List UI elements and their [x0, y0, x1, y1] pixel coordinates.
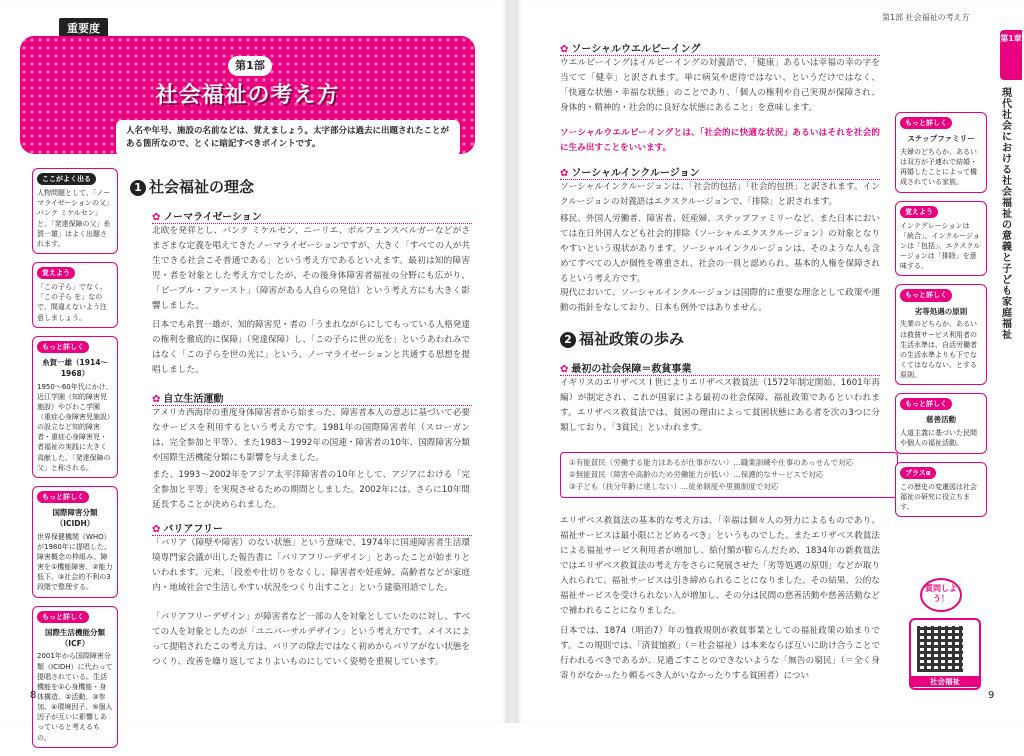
subheading-poor-relief: ✿ 最初の社会保障＝救貧事業: [560, 360, 880, 376]
independent-living-text: アメリカ西海岸の重度身体障害者から始まった、障害者本人の意志に基づいて必要なサービスを利用するという考え方です。1981年の国際障害者年（スローガンは、完全参加と平等）、また1983～1992年の国連・障害者の10年、国際障害分類や国際生活機能分類にも影響を与えました。: [152, 408, 470, 464]
subheading-normalization: ✿ ノーマライゼーション: [152, 208, 472, 224]
flower-icon: ✿: [560, 44, 569, 55]
lesser-eligibility-title: 劣等処遇の原則: [914, 306, 968, 316]
charity-text: 人道主義に基づいた民間や個人の福祉活動。: [900, 429, 977, 448]
detail-tag: もっと詳しく: [900, 117, 952, 129]
subheading-independent-living: ✿ 自立生活運動: [152, 390, 472, 406]
remember-box: [32, 262, 118, 328]
remember-tag: 覚えよう: [37, 267, 75, 279]
section-heading-2: 2 福祉政策の歩み: [560, 328, 684, 349]
running-head: 第1部 社会福祉の考え方: [882, 13, 970, 22]
importance-badge: 重要度: [59, 18, 108, 38]
chapter-title: 現代社会における社会福祉の意義と子ども家庭福祉: [1002, 88, 1012, 341]
flower-icon: ✿: [560, 168, 569, 179]
qr-caption: 社会福祉: [911, 676, 979, 687]
plus-tag: プラスα: [900, 467, 936, 479]
remember-tag: 覚えよう: [900, 206, 938, 218]
step-family-title: ステップファミリー: [907, 134, 975, 144]
part-label: 第1部: [228, 56, 272, 76]
left-sidebar: [32, 168, 118, 756]
barrier-free-text-2: 「バリアフリーデザイン」が障害者など一部の人を対象としていたのに対し、すべての人を対象としたのが「ユニバーサルデザイン」という考え方です。メイスによって提唱されたこの考え方は、バリアの除去ではなく初めからバリアがない状態をつくり、改善を繰り返してよりよいものにしていく姿勢を重視しています。: [152, 612, 470, 668]
icf-title: 国際生活機能分類（ICF）: [45, 627, 105, 648]
list-item: ③子ども（扶分年齢に達しない）…徒弟制度や里親制度で対応: [569, 482, 779, 491]
flower-icon: ✿: [152, 394, 161, 405]
page-number-left: 8: [30, 690, 37, 701]
lesser-eligibility-text: 失業のどちらか、あるいは救貧サービス利用者の生活水準は、自活労働者の生活水準よりも下でなくてはならない、とする原則。: [900, 320, 977, 380]
inclusion-text-2: 移民、外国人労働者、障害者、妊産婦、ステップファミリーなど、また日本においては在日外国人なども社会的排除（ソーシャルエクスクルージョン）の対象となりやすいという現状があります。ソーシャルインクルージョンは、そのような人も含めてすべての人が個性を尊重され、社会の一員と認められ、基本的人権を保障されるという考え方です。: [560, 214, 880, 285]
subheading-wellbeing: ✿ ソーシャルウエルビーイング: [560, 40, 880, 56]
detail-tag: もっと詳しく: [900, 289, 952, 301]
wellbeing-text: ウエルビーイングはイルビーイングの対義語で、「健康」あるいは幸福の幸の字を当てて「健幸」と訳されます。単に病気や虐待ではない、というだけではなく、「快適な状態・幸福な状態」のことであり、「個人の権利や自己実現が保障され、身体的・精神的・社会的に良好な状態にあること」を意味します。: [560, 58, 880, 114]
poor-relief-text: イギリスのエリザベス I 世によりエリザベス救貧法（1572年制定開始、1601年再編）が制定され、これが国家による最初の社会保障、福祉政策であるといわれます。エリザベス救貧法では、貧困の理由によって貧困状態にある者を次の3つに分類しており、「3貧民」といわれます。: [560, 378, 880, 434]
page-number-right: 9: [988, 690, 995, 701]
flower-icon: ✿: [152, 524, 161, 535]
detail-tag: もっと詳しく: [37, 491, 89, 503]
often-text: 人物問題として、「ノーマライゼーションの父」バンク ミケルセン」と、「発達保障の父」糸賀一雄」はよく出題されます。: [37, 189, 114, 248]
step-family-box: [895, 112, 987, 193]
right-sidebar: [895, 112, 987, 525]
icidh-text: 世界保健機関（WHO）が1980年に提唱した、障害概念の枠組み。障害を①機能障害、②能力低下、③社会的不利の3段階で整理する。: [37, 532, 113, 592]
qr-code-box[interactable]: [909, 618, 981, 690]
detail-tag: もっと詳しく: [37, 341, 89, 353]
intro-box: 人名や年号、施設の名前などは、覚えましょう。太字部分は過去に出題されたことがある箇所なので、とくに暗記すべきポイントです。: [116, 120, 460, 156]
inclusion-text: ソーシャルインクルージョンは、「社会的包括」「社会的包摂」と訳されます。インクルージョンの対義語はエクスクルージョンで、「排除」と訳されます。: [560, 182, 880, 208]
icidh-box: [32, 486, 118, 598]
wellbeing-text-2: ソーシャルウエルビーイングとは、「社会的に快適な状況」あるいはそれを社会的に生み出すことをいいます。: [560, 128, 880, 154]
inclusion-text-3: 現代において、ソーシャルインクルージョンは国際的に重要な理念として政策や運動の指針をなしており、日本も例外ではありません。: [560, 288, 880, 314]
normalization-text-2: 日本でも糸賀一雄が、知的障害児・者の「うまれながらにしてもっている人格発達の権利を徹底的に保障」（発達保障）し、「この子らに世の光を」というあわれみではなく「この子らを世の光に」という、ノーマライゼーションと共通する思想を提唱しました。: [152, 320, 470, 376]
often-box: [32, 168, 118, 254]
three-poor-list: [560, 452, 898, 498]
charity-title: 慈善活動: [926, 415, 956, 425]
subheading-barrier-free: ✿ バリアフリー: [152, 520, 472, 536]
flower-icon: ✿: [152, 212, 161, 223]
itoga-title: 糸賀一雄（1914～1968）: [42, 357, 108, 378]
question-bubble: 質問しよう！: [920, 578, 962, 612]
icf-box: [32, 606, 118, 748]
detail-tag: もっと詳しく: [900, 398, 952, 410]
chapter-tab[interactable]: 第1章: [1000, 30, 1022, 80]
barrier-free-text: 「バリア（障壁や障害）のない状態」という意味で、1974年に国連障害者生活環境専門家会議が出した報告書に「バリアフリーデザイン」とあったことが始まりといわれます。元来、「段差や仕切りをなくし、障害者や妊産婦、高齢者などが家庭内・地域社会で生活しやすい状況をつくり出すこと」という建築用語でした。: [152, 538, 470, 594]
normalization-text: 北欧を発祥とし、バンク ミケルセン、ニーリエ、ボルフェンスベルガーなどがさまざまな定義を唱えてきたノーマライゼーションですが、大きく「すべての人が共生できる社会こそ普通である」という考え方であるといえます。最初は知的障害児・者を対象とした考え方でしたが、その後身体障害者福祉の分野にも広がり、「ピープル・ファースト」（障害がある人自らの発信）という考え方にも大きく影響しました。: [152, 226, 470, 312]
itoga-box: [32, 336, 118, 478]
charity-box: [895, 393, 987, 453]
qr-code-icon[interactable]: [917, 626, 963, 672]
section-number: 2: [560, 332, 576, 348]
flower-icon: ✿: [560, 364, 569, 375]
poor-relief-text-2: エリザベス救貧法の基本的な考え方は、「幸福は個々人の努力によるものであり、福祉サービスは最小限にとどめるべき」というものでした。またエリザベス救貧法による福祉サービス利用者が増加し、給付額が膨らんだため、1834年の新救貧法ではエリザベス救貧法の考え方をさらに発展させた「劣等処遇の原則」などが取り入れられて、福祉サービスは引き締められることになりました。その結果、公的な福祉サービスを受けられない人が増加し、その分は民間の慈善活動や慈善活動などで補われることになりました。: [560, 516, 880, 617]
plus-alpha-box: [895, 462, 987, 518]
remember-text-right: インテグレーションは「統合」、インクルージョンは「包括」、エクスクルージョンは「排除」を意味する。: [900, 221, 981, 271]
lesser-eligibility-box: [895, 284, 987, 385]
step-family-text: 夫婦のどちらか、あるいは双方が子連れで結婚・再婚したことによって構成されている家族。: [900, 148, 977, 187]
list-item: ①有能貧民（労働する能力はあるが仕事がない）…職業訓練や仕事のあっせんで対応: [569, 458, 854, 467]
icidh-title: 国際障害分類（ICIDH）: [52, 507, 98, 528]
section-number: 1: [130, 180, 146, 196]
plus-alpha-text: この歴史の変遷図は社会福祉の研究に役立ちます。: [900, 482, 977, 511]
section-heading-1: 1 社会福祉の理念: [130, 176, 254, 197]
left-page: [0, 0, 508, 742]
itoga-text: 1950～60年代にかけ、近江学園（知的障害児施設）やびわこ学園（重症心身障害児施設）の設立など知的障害者・重症心身障害児・者福祉の実践に大きく貢献した。「発達保障の父」と称される。: [37, 382, 113, 472]
detail-tag: もっと詳しく: [37, 611, 89, 623]
book-gutter: [508, 0, 516, 723]
icf-text: 2001年から国際障害分類（ICIDH）に代わって提唱されている。生活機能を①心身機能・身体構造、②活動、③参加、④環境因子、⑤個人因子が互いに影響しあっていると考えるもの。: [37, 652, 113, 742]
poor-relief-text-3: 日本では、1874（明治7）年の恤救規則が救貧事業としての福祉政策の始まりです。この規則では、「済貧恤救」（＝社会福祉）は本来ならば互いに助け合うことで行われるべきであるが、見過ごすことのできないような「無告の窮民」（＝全く身寄りがなかったり頼るべき人がいなかったりする貧困者）につい: [560, 626, 880, 682]
page-title: 社会福祉の考え方: [155, 83, 340, 108]
list-item: ②無能貧民（障害や高齢のため労働能力が低い）…保護的なサービスで対応: [569, 470, 824, 479]
subheading-inclusion: ✿ ソーシャルインクルージョン: [560, 164, 880, 180]
often-tag: ここがよく出る: [37, 173, 96, 185]
independent-living-text-2: また、1993～2002年をアジア太平洋障害者の10年として、アジアにおける「完全参加と平等」を実現させるための期間としました。2002年には、さらに10年間延長することが決められました。: [152, 470, 470, 511]
remember-box-right: [895, 201, 987, 277]
remember-text: 「この子ら」でなく、「この子ら を」なので、間違えないよう注意しましょう。: [37, 283, 107, 322]
